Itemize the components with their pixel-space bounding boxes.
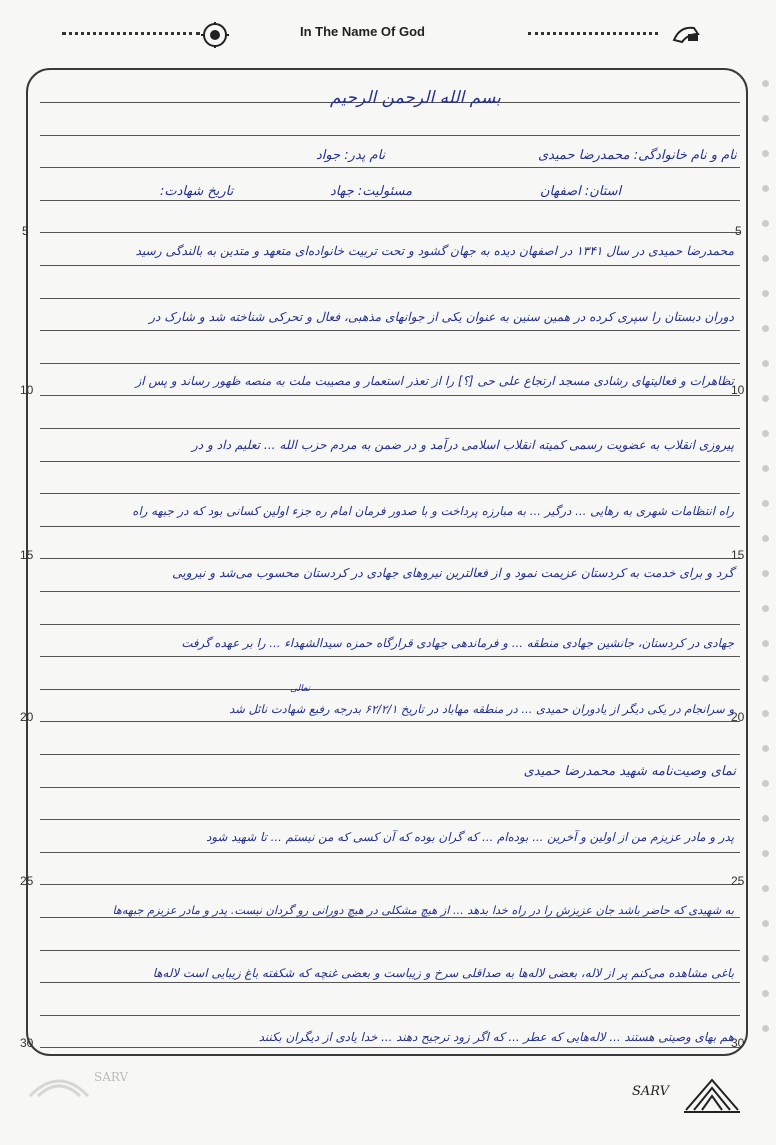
ruled-line: [40, 200, 740, 201]
will-heading: نمای وصیت‌نامه شهید محمدرضا حمیدی: [523, 764, 736, 779]
ruled-line: [40, 493, 740, 494]
line-number-25-right: 25: [731, 874, 745, 888]
text-line-2: دوران دبستان را سپری کرده در همین سنین به عنوان یکی از جوانهای مذهبی، فعال و تحرکی شناخته شد و شارک در: [149, 310, 734, 324]
text-line-1: محمدرضا حمیدی در سال ۱۳۴۱ در اصفهان دیده به جهان گشود و تحت تربیت خانواده‌ای متعهد و متدین به بالندگی رسید: [135, 244, 734, 258]
line-number-30-left: 30: [20, 1036, 34, 1050]
ruled-line: [40, 754, 740, 755]
line-number-10-right: 10: [731, 383, 745, 397]
binder-hole: [762, 920, 769, 927]
basmala-heading: بسم الله الرحمن الرحیم: [330, 88, 501, 108]
ruled-line: [40, 395, 740, 396]
ruled-line: [40, 330, 740, 331]
line-number-20-left: 20: [20, 710, 34, 724]
binder-hole: [762, 885, 769, 892]
text-line-10: به شهیدی که حاضر باشد جان عزیزش را در راه خدا بدهد ... از هیچ مشکلی در هیچ دورانی رو گردان نیست. پدر و مادر عزیزم جبهه‌ها: [112, 904, 734, 917]
line-number-30-right: 30: [731, 1036, 745, 1050]
martyrdom-date-field: تاریخ شهادت:: [160, 184, 234, 199]
line-number-15-right: 15: [731, 548, 745, 562]
binder-hole: [762, 115, 769, 122]
binder-hole: [762, 675, 769, 682]
text-line-4: پیروزی انقلاب به عضویت رسمی کمیته انقلاب اسلامی درآمد و در ضمن به مردم حزب الله ... تعلیم داد و در: [191, 438, 734, 452]
ruled-line: [40, 232, 740, 233]
header-title: In The Name Of God: [300, 24, 425, 39]
line-number-10-left: 10: [20, 383, 34, 397]
ruled-line: [40, 819, 740, 820]
binder-hole: [762, 360, 769, 367]
binder-hole: [762, 150, 769, 157]
binder-hole: [762, 815, 769, 822]
binder-holes: [756, 80, 776, 1060]
ruled-line: [40, 950, 740, 951]
ruled-line: [40, 852, 740, 853]
text-line-7: جهادی در کردستان، جانشین جهادی منطقه ... و فرماندهی جهادی قرارگاه حمزه سیدالشهداء ... را بر عهده گرفت: [181, 636, 734, 650]
binder-hole: [762, 430, 769, 437]
text-line-11: باغی مشاهده می‌کنم پر از لاله، بعضی لاله‌ها به صداقلی سرخ و زیباست و بعضی غنچه که شکفته باغ زیبایی است لاله‌ها: [152, 966, 734, 980]
marginal-note: تعالی: [290, 684, 310, 694]
binder-hole: [762, 290, 769, 297]
binder-hole: [762, 185, 769, 192]
ruled-line: [40, 1047, 740, 1048]
footer-brand: SARV: [632, 1084, 670, 1099]
ruled-line: [40, 363, 740, 364]
binder-hole: [762, 990, 769, 997]
text-line-12: هم بهای وصیتی هستند ... لاله‌هایی که عطر ... که اگر زود ترجیح دهند ... خدا یادی از دیگران بکنند: [258, 1030, 734, 1044]
binder-hole: [762, 535, 769, 542]
ruled-line: [40, 265, 740, 266]
dotted-rule-left: [62, 32, 200, 35]
binder-hole: [762, 570, 769, 577]
responsibility-field: مسئولیت: جهاد: [330, 184, 413, 199]
name-field: نام و نام خانوادگی: محمدرضا حمیدی: [538, 148, 737, 163]
binder-hole: [762, 1025, 769, 1032]
binder-hole: [762, 80, 769, 87]
binder-hole: [762, 500, 769, 507]
ruled-line: [40, 721, 740, 722]
binder-hole: [762, 955, 769, 962]
ruled-line: [40, 917, 740, 918]
ruled-line: [40, 982, 740, 983]
binder-hole: [762, 745, 769, 752]
ruled-line: [40, 1015, 740, 1016]
page-header: [0, 22, 776, 52]
binder-hole: [762, 640, 769, 647]
ruled-line: [40, 461, 740, 462]
text-line-9: پدر و مادر عزیزم من از اولین و آخرین ... بوده‌ام ... که گران بوده که آن کسی که من نیستم ... تا شهید شود: [206, 830, 734, 844]
ruled-line: [40, 526, 740, 527]
province-field: استان: اصفهان: [540, 184, 622, 199]
line-number-15-left: 15: [20, 548, 34, 562]
binder-hole: [762, 255, 769, 262]
emblem-icon: [200, 22, 230, 48]
ruled-line: [40, 135, 740, 136]
binder-hole: [762, 465, 769, 472]
ruled-line: [40, 884, 740, 885]
binder-hole: [762, 850, 769, 857]
ruled-line: [40, 689, 740, 690]
line-number-25-left: 25: [20, 874, 34, 888]
binder-hole: [762, 395, 769, 402]
ruled-line: [40, 787, 740, 788]
binder-hole: [762, 605, 769, 612]
sarv-tree-logo-icon: [682, 1076, 742, 1114]
line-number-20-right: 20: [731, 710, 745, 724]
dotted-rule-right: [528, 32, 658, 35]
binder-hole: [762, 220, 769, 227]
ruled-line: [40, 167, 740, 168]
text-line-3: تظاهرات و فعالیتهای رشادی مسجد ارتجاع علی حی [؟] را از تعذر استعمار و مصیبت ملت به منصه ظهور رساند و پس از: [135, 374, 734, 388]
text-line-6: گرد و برای خدمت به کردستان عزیمت نمود و از فعالترین نیروهای جهادی در کردستان محسوب می‌شد و نیرویی: [172, 566, 734, 580]
pen-icon: [672, 22, 700, 44]
ruled-line: [40, 558, 740, 559]
binder-hole: [762, 325, 769, 332]
ruled-line: [40, 656, 740, 657]
ruled-line: [40, 428, 740, 429]
line-number-5-left: 5: [22, 224, 29, 238]
text-line-5: راه انتظامات شهری به رهایی ... درگیر ... به مبارزه پرداخت و با صدور فرمان امام ره جزء اولین کسانی بود که در جبهه راه: [132, 504, 734, 518]
ruled-line: [40, 298, 740, 299]
binder-hole: [762, 710, 769, 717]
binder-hole: [762, 780, 769, 787]
text-line-8: و سرانجام در یکی دیگر از یادوران حمیدی ... در منطقه مهاباد در تاریخ ۶۲/۲/۱ بدرجه رفیع شهادت نائل شد: [229, 702, 734, 716]
ghost-brand-text: SARV: [94, 1070, 129, 1084]
ghost-logo-icon: [28, 1072, 90, 1098]
father-name-field: نام پدر: جواد: [316, 148, 386, 163]
ruled-line: [40, 591, 740, 592]
line-number-5-right: 5: [735, 224, 742, 238]
ruled-line: [40, 624, 740, 625]
